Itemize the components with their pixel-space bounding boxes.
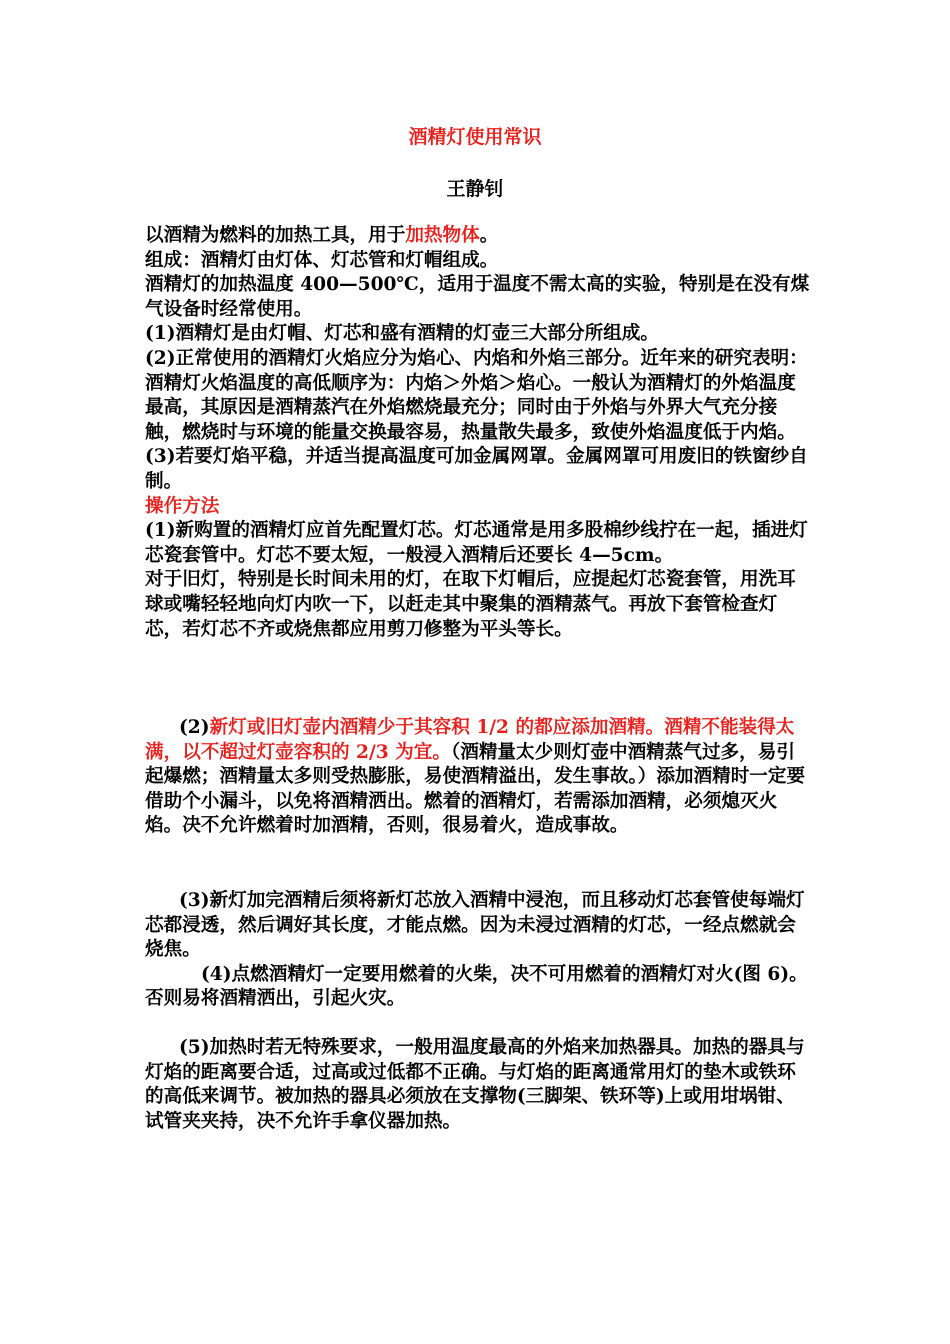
document-title: 酒精灯使用常识 xyxy=(408,126,542,148)
method-heading: 操作方法 xyxy=(145,495,220,517)
step-2-highlight: 新灯或旧灯壶内酒精少于其容积 1/2 的都应添加酒精。酒精不能装得太满，以不超过灯壶容积的 2/3 为宜。 xyxy=(145,717,795,763)
intro-highlight: 加热物体 xyxy=(405,225,480,246)
intro-end: 。 xyxy=(479,225,499,246)
step-4: (4)点燃酒精灯一定要用燃着的火柴，决不可用燃着的酒精灯对火(图 6)。否则易将酒精洒出，引起火灾。 xyxy=(145,963,808,1010)
document-author: 王静钊 xyxy=(446,178,504,200)
intro-text: 以酒精为燃料的加热工具，用于 xyxy=(145,225,406,246)
point-2: (2)正常使用的酒精灯火焰应分为焰心、内焰和外焰三部分。近年来的研究表明：酒精灯火焰温度的高低顺序为：内焰＞外焰＞焰心。一般认为酒精灯的外焰温度最高，其原因是酒精蒸汽在外焰燃烧最充分；同时由于外焰与外界大气充分接触，燃烧时与环境的能量交换最容易，热量散失最多，致使外焰温度低于内焰。 xyxy=(145,347,808,443)
point-1: (1)酒精灯是由灯帽、灯芯和盛有酒精的灯壶三大部分所组成。 xyxy=(145,323,659,345)
document-body xyxy=(145,224,813,1134)
intro-paragraph xyxy=(145,224,813,249)
step-2 xyxy=(145,716,813,839)
temperature-paragraph: 酒精灯的加热温度 400—500℃，适用于温度不需太高的实验，特别是在没有煤气设备时经常使用。 xyxy=(145,274,810,320)
point-3: (3)若要灯焰平稳，并适当提高温度可加金属网罩。金属网罩可用废旧的铁窗纱自制。 xyxy=(145,446,808,492)
step-3: (3)新灯加完酒精后须将新灯芯放入酒精中浸泡，而且移动灯芯套管使每端灯芯都浸透，然后调好其长度，才能点燃。因为未浸过酒精的灯芯，一经点燃就会烧焦。 xyxy=(145,890,805,961)
step-1-old-lamp: 对于旧灯，特别是长时间未用的灯，在取下灯帽后，应提起灯芯瓷套管，用洗耳球或嘴轻轻地向灯内吹一下，以赶走其中聚集的酒精蒸气。再放下套管检查灯芯，若灯芯不齐或烧焦都应用剪刀修整为平头等长。 xyxy=(145,569,796,640)
composition-paragraph: 组成：酒精灯由灯体、灯芯管和灯帽组成。 xyxy=(145,249,499,271)
step-2-text: （酒精量太少则灯壶中酒精蒸气过多，易引起爆燃；酒精量太多则受热膨胀，易使酒精溢出，发生事故。）添加酒精时一定要借助个小漏斗，以免将酒精洒出。燃着的酒精灯，若需添加酒精，必须熄灭火焰。决不允许燃着时加酒精，否则，很易着火，造成事故。 xyxy=(145,741,806,837)
step-5: (5)加热时若无特殊要求，一般用温度最高的外焰来加热器具。加热的器具与灯焰的距离要合适，过高或过低都不正确。与灯焰的距离通常用灯的垫木或铁环的高低来调节。被加热的器具必须放在支撑物(三脚架、铁环等)上或用坩埚钳、试管夹夹持，决不允许手拿仪器加热。 xyxy=(145,1037,805,1132)
step-1: (1)新购置的酒精灯应首先配置灯芯。灯芯通常是用多股棉纱线拧在一起，插进灯芯瓷套管中。灯芯不要太短，一般浸入酒精后还要长 4—5cm。 xyxy=(145,520,808,566)
step-2-number: (2) xyxy=(179,717,210,739)
